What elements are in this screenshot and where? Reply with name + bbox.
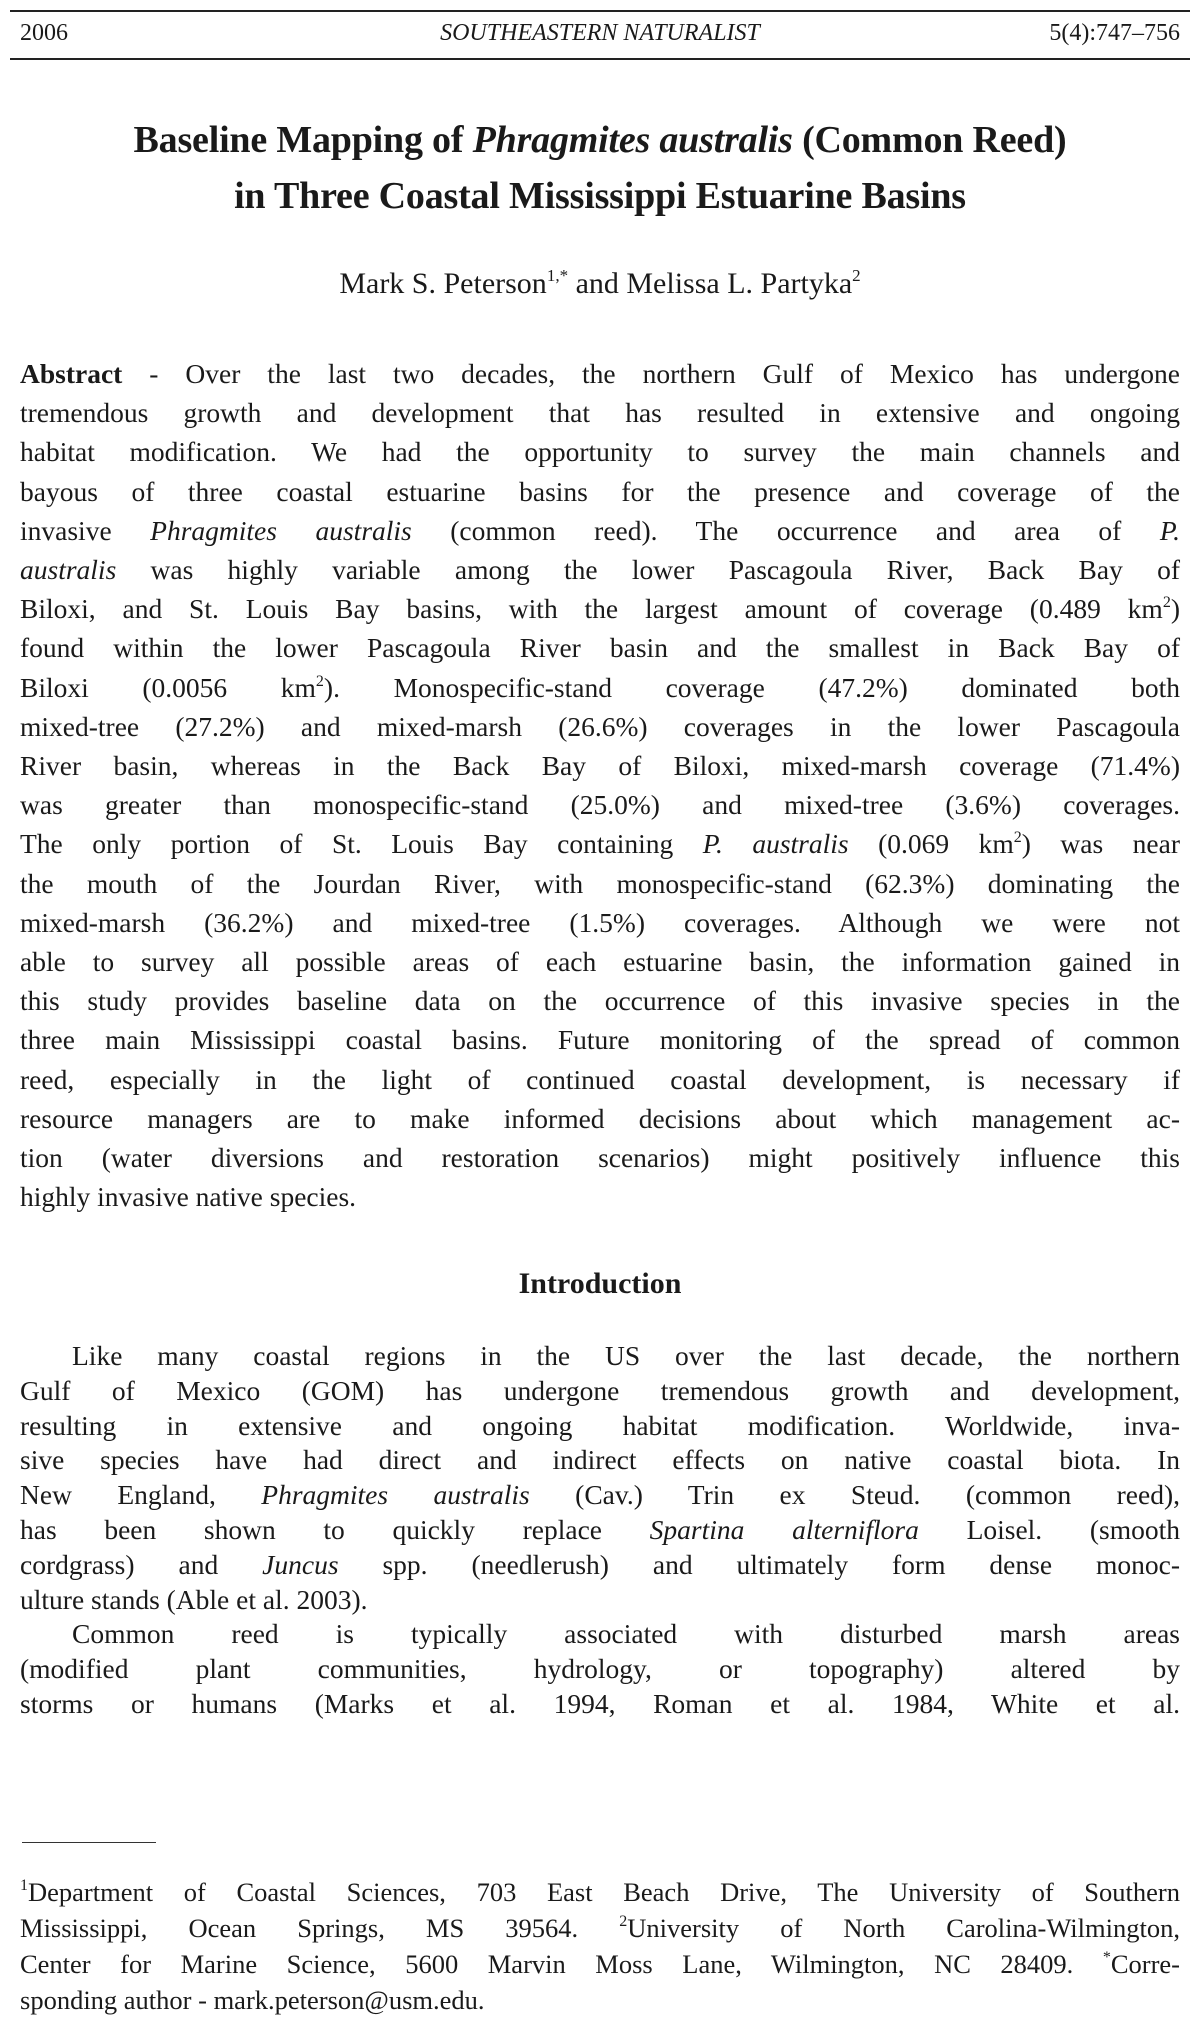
text-run: Mississippi, Ocean Springs, MS 39564. — [20, 1913, 620, 1943]
text-run: spp. (needlerush) and ultimately form dense monoc- — [338, 1548, 1180, 1580]
text-line — [20, 628, 1180, 668]
italic-run: Spartina alterniflora — [649, 1514, 919, 1545]
superscript: 2 — [1162, 594, 1171, 612]
text-run: ulture stands (Able et al. 2003). — [20, 1583, 368, 1615]
italic-run: Juncus — [262, 1548, 339, 1580]
text-run: storms or humans (Marks et al. 1994, Roman et al. 1984, White et al. — [20, 1687, 1180, 1719]
text-run: ) was near — [1021, 828, 1180, 860]
superscript: 1,* — [546, 266, 569, 285]
text-run: mixed-marsh (36.2%) and mixed-tree (1.5%) coverages. Although we were not — [20, 906, 1180, 938]
text-run: has been shown to quickly replace — [20, 1514, 650, 1545]
text-line — [20, 1177, 1180, 1217]
superscript: 2 — [619, 1913, 628, 1930]
text-run: was greater than monospecific-stand (25.0%) and mixed-tree (3.6%) coverages. — [20, 789, 1180, 821]
text-run: New England, — [20, 1479, 262, 1511]
text-line — [20, 1908, 1180, 1948]
text-run: was highly variable among the lower Pascagoula River, Back Bay of — [116, 554, 1180, 585]
year: 2006 — [20, 20, 68, 46]
text-run: Common reed is typically associated with disturbed marsh areas — [72, 1618, 1180, 1649]
superscript: * — [1102, 1949, 1111, 1966]
text-run: cordgrass) and — [20, 1548, 263, 1580]
text-run: and Melissa L. Partyka — [568, 267, 853, 300]
text-run: habitat modification. We had the opportunity to survey the main channels and — [20, 436, 1180, 468]
italic-run: Phragmites australis — [261, 1479, 530, 1511]
text-run: (Cav.) Trin ex Steud. (common reed), — [529, 1479, 1180, 1511]
text-line — [20, 432, 1180, 472]
superscript: 1 — [20, 1877, 28, 1894]
section-heading-introduction: Introduction — [518, 1267, 682, 1300]
text-line — [20, 1060, 1180, 1100]
text-line — [20, 942, 1180, 982]
text-run: found within the lower Pascagoula River basin and the smallest in Back Bay of — [20, 632, 1180, 664]
italic-run: P. australis — [702, 828, 849, 860]
text-run: The only portion of St. Louis Bay containing — [20, 828, 703, 860]
text-line — [20, 746, 1180, 786]
text-run: Loisel. (smooth — [918, 1514, 1180, 1545]
text-line — [20, 550, 1180, 590]
text-run: (modified plant communities, hydrology, or topography) altered by — [20, 1652, 1180, 1684]
text-run: mixed-tree (27.2%) and mixed-marsh (26.6%) coverages in the lower Pascagoula — [20, 710, 1180, 742]
text-line — [20, 1099, 1180, 1139]
text-run: Corre- — [1110, 1949, 1180, 1979]
text-run: River basin, whereas in the Back Bay of Biloxi, mixed-marsh coverage (71.4%) — [20, 750, 1180, 781]
italic-run: Phragmites australis — [150, 514, 412, 546]
text-run: bayous of three coastal estuarine basins for the presence and coverage of the — [20, 475, 1180, 507]
text-run: ) — [1170, 593, 1180, 625]
text-run: Biloxi, and St. Louis Bay basins, with the largest amount of coverage (0.489 km — [20, 593, 1163, 625]
text-line — [20, 354, 1180, 394]
author-list — [0, 264, 1200, 304]
text-run: resource managers are to make informed decisions about which management ac- — [20, 1102, 1180, 1134]
text-line — [20, 668, 1180, 708]
text-run: Biloxi (0.0056 km — [20, 671, 316, 703]
title-line-1 — [0, 112, 1200, 168]
text-run: University of North Carolina-Wilmington, — [627, 1913, 1180, 1943]
text-run: sive species have had direct and indirect effects on native coastal biota. In — [20, 1444, 1180, 1476]
text-run: invasive — [20, 514, 151, 546]
text-line — [20, 1872, 1180, 1912]
journal-name: SOUTHEASTERN NATURALIST — [440, 20, 760, 46]
text-run: three main Mississippi coastal basins. Future monitoring of the spread of common — [20, 1024, 1180, 1056]
text-run: Like many coastal regions in the US over the last decade, the northern — [72, 1340, 1180, 1371]
text-line — [20, 589, 1180, 629]
text-line — [20, 824, 1180, 864]
text-line — [20, 903, 1180, 943]
text-line — [20, 785, 1180, 825]
text-run: the mouth of the Jourdan River, with monospecific-stand (62.3%) dominating the — [20, 867, 1180, 899]
superscript: 2 — [315, 672, 324, 690]
header-rule-bottom — [10, 58, 1190, 60]
text-run: this study provides baseline data on the occurrence of this invasive species in the — [20, 985, 1180, 1017]
text-run: ). Monospecific-stand coverage (47.2%) dominated both — [323, 671, 1180, 703]
text-run: - Over the last two decades, the northern Gulf of Mexico has undergone — [122, 358, 1180, 389]
title-line-2 — [0, 168, 1200, 224]
text-line — [20, 1684, 1180, 1724]
text-run: able to survey all possible areas of each estuarine basin, the information gained in — [20, 946, 1180, 977]
text-line — [20, 1944, 1180, 1984]
text-line — [20, 1138, 1180, 1178]
bold-run: Abstract — [20, 358, 123, 389]
text-run: highly invasive native species. — [20, 1181, 357, 1213]
text-run: (0.069 km — [848, 828, 1014, 860]
text-run: Department of Coastal Sciences, 703 East Beach Drive, The University of Southern — [28, 1877, 1180, 1907]
text-run: sponding author - mark.peterson@usm.edu. — [20, 1985, 485, 2015]
superscript: 2 — [1013, 829, 1022, 847]
text-run: in Three Coastal Mississippi Estuarine Basins — [234, 175, 966, 217]
text-line — [20, 1020, 1180, 1060]
superscript: 2 — [852, 266, 861, 285]
running-head — [20, 16, 1180, 50]
text-line — [20, 1980, 1180, 2020]
text-run: Baseline Mapping of — [133, 119, 473, 161]
text-line — [20, 707, 1180, 747]
text-run: resulting in extensive and ongoing habitat modification. Worldwide, inva- — [20, 1409, 1180, 1441]
header-rule-top — [10, 10, 1190, 12]
volume-pages: 5(4):747–756 — [1049, 20, 1180, 46]
footnote-rule — [22, 1842, 156, 1843]
text-run: tion (water diversions and restoration scenarios) might positively influence this — [20, 1142, 1180, 1173]
article-title — [0, 112, 1200, 224]
italic-run: australis — [20, 554, 117, 585]
italic-run: Phragmites australis — [472, 119, 793, 161]
text-line — [20, 511, 1180, 551]
text-line — [20, 472, 1180, 512]
text-run: Gulf of Mexico (GOM) has undergone tremendous growth and development, — [20, 1374, 1180, 1406]
text-run: Mark S. Peterson — [339, 267, 547, 300]
text-run: (Common Reed) — [792, 119, 1067, 161]
text-line — [20, 864, 1180, 904]
text-run: Center for Marine Science, 5600 Marvin Moss Lane, Wilmington, NC 28409. — [20, 1949, 1103, 1979]
text-line — [20, 393, 1180, 433]
text-run: (common reed). The occurrence and area of — [411, 514, 1160, 546]
text-run: tremendous growth and development that has resulted in extensive and ongoing — [20, 397, 1180, 429]
text-line — [20, 981, 1180, 1021]
text-run: reed, especially in the light of continued coastal development, is necessary if — [20, 1063, 1180, 1095]
italic-run: P. — [1159, 514, 1180, 546]
